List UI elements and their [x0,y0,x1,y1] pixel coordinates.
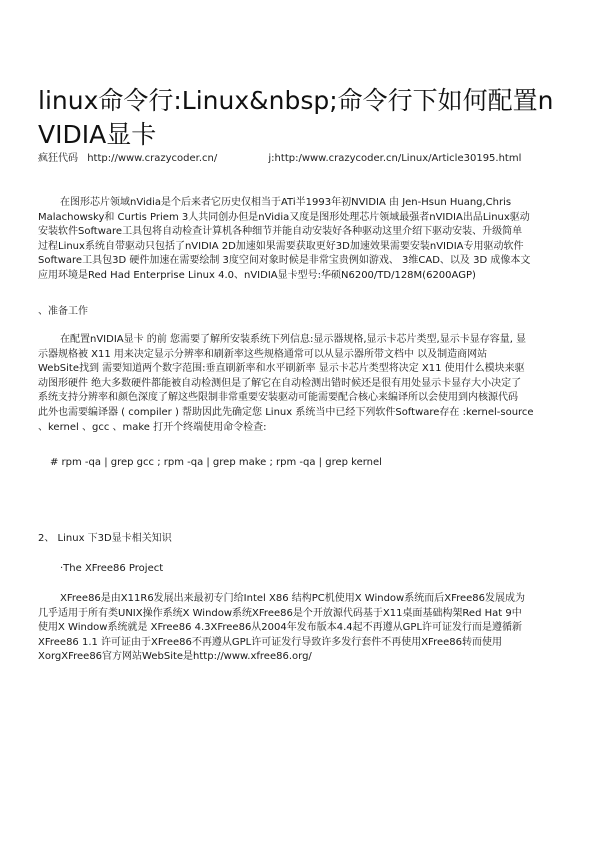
page-title: linux命令行:Linux&nbsp;命令行下如何配置nVIDIA显卡 [38,86,554,149]
intro-line: Software工具包3D 硬件加速在需要绘制 3度空间对象时候是非常宝贵例如游戏、 3维CAD、以及 3D 成像本文 [38,255,531,267]
source-line [38,152,521,166]
prep-line: WebSite找到 需要知道两个数字范围:垂直刷新率和水平刷新率 显示卡芯片类型将决定 X11 使用什么模块来驱 [38,363,525,375]
source-name: 疯狂代码 [38,153,78,164]
intro-line: 过程Linux系统自带驱动只包括了nVIDIA 2D加速如果需要获取更好3D加速效果需要安装nVIDIA专用驱动软件 [38,240,524,252]
xfree-line: XFree86是由X11R6发展出来最初专门给Intel X86 结构PC机使用X Window系统而后XFree86发展成为 [60,593,526,604]
xfree-line: 使用X Window系统就是 XFree86 4.3XFree86从2004年发布版本4.4起不再遵从GPL许可证发行而是遵循新 [38,622,523,634]
intro-paragraph [38,196,560,284]
prep-paragraph [38,333,560,435]
command-line: # rpm -qa | grep gcc ; rpm -qa | grep make ; rpm -qa | grep kernel [50,457,382,468]
article-url: j:http:/www.crazycoder.cn/Linux/Article30195.html [268,153,522,164]
intro-line: Malachowsky和 Curtis Priem 3人共同创办但是nVidia又度是图形处理芯片领域最强者nVIDIA出品Linux驱动 [38,211,530,223]
xfree-line: XFree86 1.1 许可证由于XFree86不再遵从GPL许可证发行导致许多发行套件不再使用XFree86转而使用 [38,636,502,648]
prep-line: 此外也需要编译器 ( compiler ) 帮助因此先确定您 Linux 系统当中已经下列软件Software存在 :kernel-source [38,406,534,418]
source-url: http://www.crazycoder.cn/ [87,153,218,164]
xfree-line: 几乎适用于所有类UNIX操作系统X Window系统XFree86是个开放源代码基于X11桌面基础构架Red Hat 9中 [38,607,522,619]
intro-line: 在图形芯片领域nVidia是个后来者它历史仅相当于ATi半1993年初NVIDIA 由 Jen-Hsun Huang,Chris [60,197,512,208]
prep-line: 在配置nVIDIA显卡 的前 您需要了解所安装系统下列信息:显示器规格,显示卡芯片类型,显示卡显存容量, 显 [60,334,527,345]
prep-line: 系统支持分辨率和颜色深度了解这些限制非常重要安装驱动可能需要配合核心来编译所以会使用到内核源代码 [38,392,518,404]
prep-line: 、kernel 、gcc 、make 打开个终端使用命令检查: [38,421,267,433]
prep-line: 示器规格被 X11 用来决定显示分辨率和刷新率这些规格通常可以从显示器所带文档中 以及制造商网站 [38,348,488,360]
intro-line: 安装软件Software工具包将自动检查计算机各种细节并能自动安装好各种驱动这里介绍下驱动安装、升级简单 [38,226,523,238]
xfree-paragraph [38,592,560,665]
xfree-line: XorgXFree86官方网站WebSite是http://www.xfree86.org/ [38,651,312,663]
intro-line: 应用环境是Red Had Enterprise Linux 4.0、nVIDIA显卡型号:华硕N6200/TD/128M(6200AGP) [38,269,476,281]
prep-heading: 、准备工作 [38,306,88,317]
section2-heading: 2、 Linux 下3D显卡相关知识 [38,533,172,544]
xfree-heading: ·The XFree86 Project [60,563,164,574]
prep-line: 动图形硬件 绝大多数硬件都能被自动检测但是了解它在自动检测出错时候还是很有用处显示卡显存大小决定了 [38,377,522,389]
